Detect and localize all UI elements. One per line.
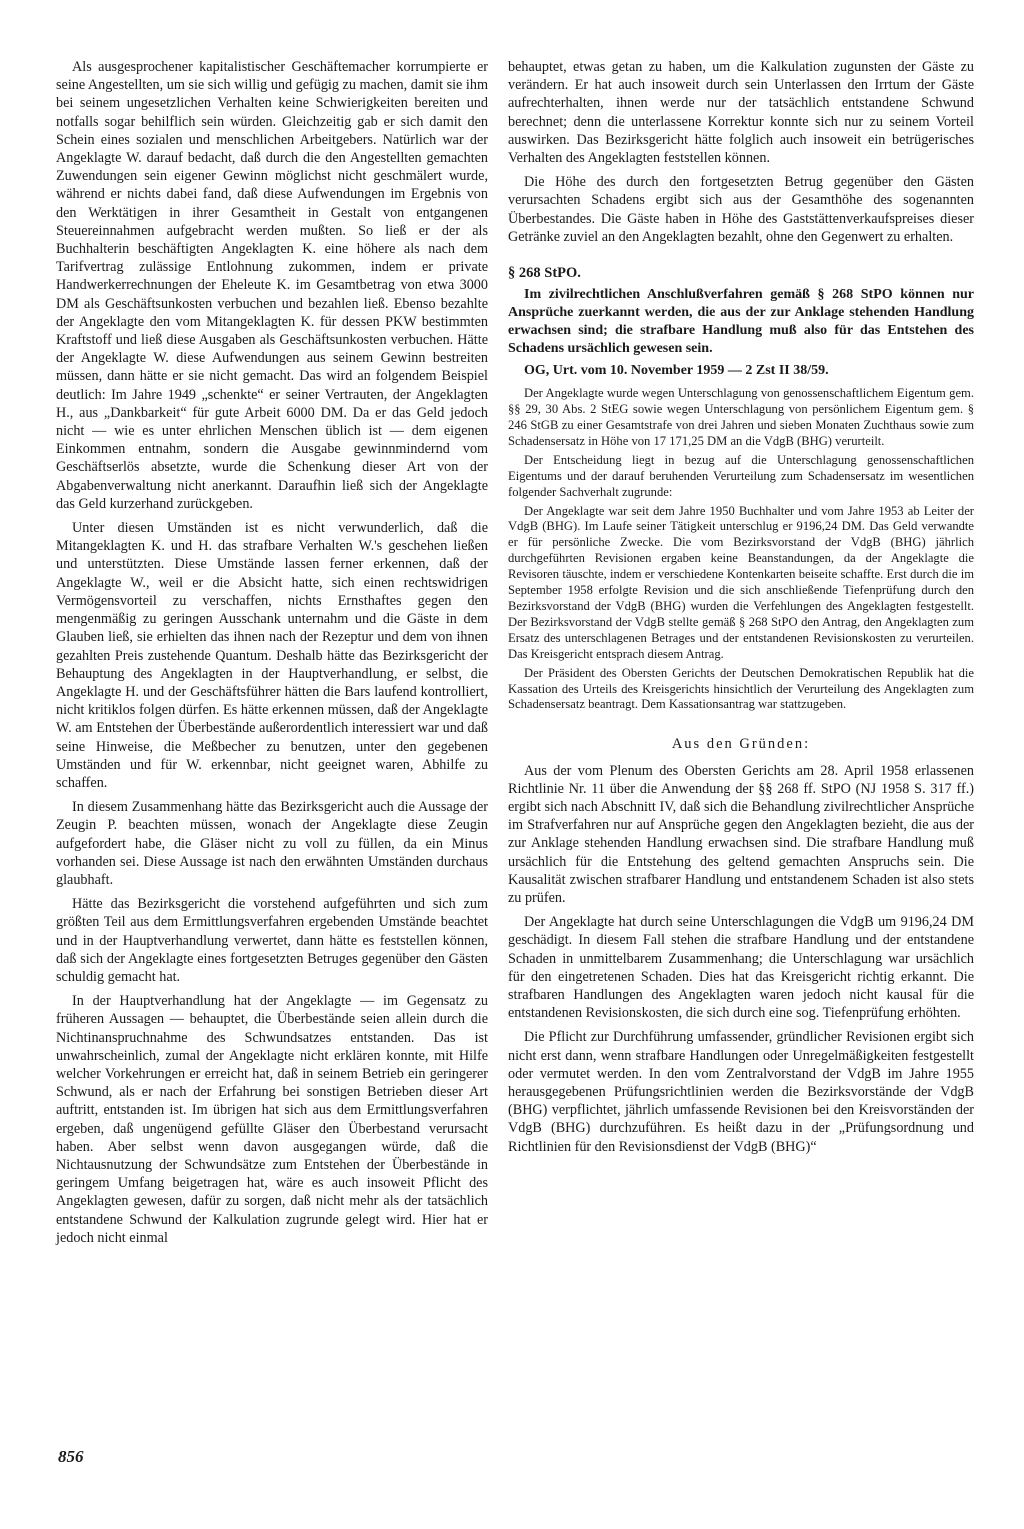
page-number: 856 <box>58 1447 84 1466</box>
headnote: Im zivilrechtlichen Anschlußverfahren gemäß § 268 StPO können nur Ansprüche zuerkannt werden, die aus der zur Anklage stehenden Handlung erwachsen sind; die strafbare Handlung muß also für das Entstehen des Schadens ursächlich gewesen sein. <box>508 287 974 357</box>
paragraph-left-2: Unter diesen Umständen ist es nicht verwunderlich, daß die Mitangeklagten K. und H. das strafbare Verhalten W.'s geschehen ließen und unterstützten. Diese Umstände lassen ferner erkennen, daß der Angeklagte W., weil er die Absicht hatte, sich einen rechtswidrigen Vermögensvorteil zu verschaffen, nichts Ernsthaftes gegen den mengenmäßig zu geringen Ausschank unternahm und die Gäste in dem Glauben ließ, sie erhielten das ihnen nach der Rezeptur und dem von ihnen gezahlten Preis zustehende Quantum. Deshalb hätte das Bezirksgericht der Behauptung des Angeklagten in der Hauptverhandlung, er selbst, die Angeklagte H. und der Geschäftsführer hätten die Bars laufend kontrolliert, nicht kritiklos folgen dürfen. Es hätte erkennen müssen, daß der Angeklagte W. am Entstehen der Überbestände außerordentlich interessiert war und daß seine Hinweise, die Meßbecher zu benutzen, unter den gegebenen Umständen und für W. erkennbar, nicht geeignet waren, Abhilfe zu schaffen. <box>56 520 488 791</box>
paragraph-left-1: Als ausgesprochener kapitalistischer Geschäftemacher korrumpierte er seine Angestellten, um sie sich willig und gefügig zu machen, damit sie ihm bei seinem ungesetzlichen Verhalten keine Schwierigkeiten bereiten und notfalls sogar behilflich sein würden. Gleichzeitig gab er sich damit den Schein eines sozialen und menschlichen Arbeitgebers. Natürlich war der Angeklagte W. darauf bedacht, daß durch die den Angestellten gemachten Zuwendungen sein eigener Gewinn möglichst nicht geschmälert wurde, während er nichts dabei fand, daß diese Aufwendungen im Ergebnis von den Werktätigen in ihrer Gesamtheit in Gestalt von entgangenen Steuereinnahmen aufgebracht werden mußten. So ließ er der als Buchhalterin beschäftigten Angeklagten K. eine höhere als nach dem Tarifvertrag zulässige Entlohnung zukommen, indem er private Handwerkerrechnungen der Eheleute K. im Gesamtbetrag von etwa 3000 DM als Geschäftsunkosten verbuchen und bezahlen ließ. Ebenso bezahlte der Angeklagte den vom Mitangeklagten K. für dessen PKW bestimmten Kraftstoff und ließ diese Ausgaben als Geschäftsunkosten verbuchen. Hätte der Angeklagte W. diese Aufwendungen aus seinem Gewinn bestreiten müssen, dann hätte er sie nicht gemacht. Das wird an folgendem Beispiel deutlich: Im Jahre 1949 „schenkte“ er seiner Vertrauten, der Angeklagten H., aus „Dankbarkeit“ für gute Arbeit 6000 DM. Da er das Geld jedoch nicht — wie es unter ehrlichen Menschen üblich ist — dem eigenen Einkommen entnahm, sondern die Ausgabe gewinnmindernd vom Geschäftserlös absetzte, wurde die Schenkung dieser Art von der Abgabenverwaltung nicht anerkannt. Daraufhin ließ sich der Angeklagte das Geld kurzerhand zurückgeben. <box>56 59 488 512</box>
paragraph-left-4: Hätte das Bezirksgericht die vorstehend aufgeführten und sich zum größten Teil aus dem Ermittlungsverfahren ergebenden Umstände beachtet und in der Hauptverhandlung verwertet, dann hätte es feststellen können, daß sich der Angeklagte eines fortgesetzten Betruges gegenüber den Gästen schuldig gemacht hat. <box>56 896 488 985</box>
paragraph-damage: Die Höhe des durch den fortgesetzten Betrug gegenüber den Gästen verursachten Schadens ergibt sich aus der Gesamthöhe des sogenannten Überbestandes. Die Gäste haben in Höhe des Gaststättenverkaufspreises dieser Getränke zuviel an den Angeklagten bezahlt, ohne den Gegenwert zu erhalten. <box>508 174 974 245</box>
paragraph-left-5: In der Hauptverhandlung hat der Angeklagte — im Gegensatz zu früheren Aussagen — behauptet, die Überbestände seien allein durch die Nichtinanspruchnahme des Schwundsatzes entstanden. Das ist unwahrscheinlich, zumal der Angeklagte nicht erklären konnte, mit Hilfe welcher Vorkehrungen er erreicht hat, daß in seinem Betrieb ein geringerer Schwund, als er nach der Erfahrung bei sonstigen Betrieben dieser Art auftritt, entstanden ist. Im übrigen hat sich aus dem Ermittlungsverfahren ergeben, daß ungenügend gefüllte Gläser den Überbestand verursacht haben. Aber selbst wenn davon ausgegangen würde, daß die Nichtausnutzung der Schwundsätze zum Entstehen der Überbestände in geringem Umfang beigetragen hat, wäre es auch insoweit Pflicht des Angeklagten gewesen, dafür zu sorgen, daß nicht mehr als der tatsächlich entstandene Schwund der Kalkulation zugrunde gelegt wird. Hier hat er jedoch nicht einmal <box>56 993 488 1246</box>
facts-paragraph-2: Der Entscheidung liegt in bezug auf die Unterschlagung genossenschaftlichen Eigentums und der darauf beruhenden Verurteilung zum Schadensersatz im wesentlichen folgender Sachverhalt zugrunde: <box>508 452 974 499</box>
facts-paragraph-3: Der Angeklagte war seit dem Jahre 1950 Buchhalter und vom Jahre 1953 ab Leiter der VdgB (BHG). Im Laufe seiner Tätigkeit unterschlug er 9196,24 DM. Das Geld verwandte er für persönliche Zwecke. Die vom Bezirksvorstand der VdgB (BHG) jährlich durchgeführten Revisionen ergaben keine Beanstandungen, da der Angeklagte die Revisoren täuschte, indem er verschiedene Kontenkarten beiseite schaffte. Erst durch die im September 1958 erfolgte Revision und die sich anschließende Tiefenprüfung durch den Bezirksvorstand der VdgB (BHG) wurden die Verfehlungen des Angeklagten festgestellt. Der Bezirksvorstand der VdgB stellte gemäß § 268 StPO den Antrag, den Angeklagten zum Ersatz des unterschlagenen Betrages und der entstandenen Revisionskosten zu verurteilen. Das Kreisgericht entsprach diesem Antrag. <box>508 503 974 661</box>
court-citation: OG, Urt. vom 10. November 1959 — 2 Zst II 38/59. <box>524 363 829 379</box>
facts-paragraph-1: Der Angeklagte wurde wegen Unterschlagung von genossenschaftlichem Eigentum gem. §§ 29, 30 Abs. 2 StEG sowie wegen Unterschlagung von persönlichem Eigentum gem. § 246 StGB zu einer Gesamtstrafe von drei Jahren und sieben Monaten Zuchthaus sowie zum Schadensersatz in Höhe von 17 171,25 DM an die VdgB (BHG) verurteilt. <box>508 386 974 448</box>
reasons-paragraph-3: Die Pflicht zur Durchführung umfassender, gründlicher Revisionen ergibt sich nicht erst dann, wenn strafbare Handlungen oder Unregelmäßigkeiten festgestellt oder vermutet werden. In den vom Zentralvorstand der VdgB im Jahre 1955 herausgegebenen Prüfungsrichtlinien werden die Bezirksvorstände der VdgB (BHG) verpflichtet, jährlich umfassende Revisionen bei den Kreisvorständen der VdgB (BHG) durchzuführen. Es heißt dazu in der „Prüfungsordnung und Richtlinien für den Revisionsdienst der VdgB (BHG)“ <box>508 1029 974 1155</box>
right-column <box>508 58 974 1156</box>
reasons-heading: Aus den Gründen: <box>671 736 811 753</box>
section-heading: § 268 StPO. <box>508 265 581 282</box>
reasons-paragraph-1: Aus der vom Plenum des Obersten Gerichts am 28. April 1958 erlassenen Richtlinie Nr. 11 über die Anwendung der §§ 268 ff. StPO (NJ 1958 S. 317 ff.) ergibt sich nach Abschnitt IV, daß sich die Behandlung zivilrechtlicher Ansprüche im Strafverfahren nur auf Ansprüche gegen den Angeklagten bezieht, die aus der zur Anklage stehenden Handlung erwachsen sind. Die strafbare Handlung muß ursächlich für die Entstehung des geltend gemachten Anspruchs sein. Die Kausalität zwischen strafbarer Handlung und entstandenem Schaden ist also stets zu prüfen. <box>508 762 974 906</box>
left-column <box>56 58 488 1247</box>
paragraph-left-3: In diesem Zusammenhang hätte das Bezirksgericht auch die Aussage der Zeugin P. beachten müssen, wonach der Angeklagte diese Zeugin aufgefordert habe, die Gläser nicht zu voll zu füllen, da ein Minus vorhanden sei. Diese Aussage ist nach den erwähnten Umständen durchaus glaubhaft. <box>56 799 488 888</box>
facts-block <box>508 386 974 713</box>
paragraph-right-continuation: behauptet, etwas getan zu haben, um die Kalkulation zugunsten der Gäste zu verändern. Er hat auch insoweit durch sein Unterlassen den Irrtum der Gäste aufrechterhalten, ihnen werde nur der tatsächlich entstandene Schwund berechnet; denn die unterlassene Korrektur konnte sich nur zu seinem Vorteil auswirken. Das Bezirksgericht hätte folglich auch insoweit ein betrügerisches Verhalten des Angeklagten feststellen können. <box>508 59 974 167</box>
reasons-paragraph-2: Der Angeklagte hat durch seine Unterschlagungen die VdgB um 9196,24 DM geschädigt. In diesem Fall stehen die strafbare Handlung und der entstandene Schaden in unmittelbarem Zusammenhang; die Unterschlagung war ursächlich für den eingetretenen Schaden. Dies hat das Kreisgericht richtig erkannt. Die strafbaren Handlungen des Angeklagten waren jedoch nicht kausal für die entstandenen Revisionskosten, die sich durch eine sog. Tiefenprüfung erhöhten. <box>508 914 974 1022</box>
facts-paragraph-4: Der Präsident des Obersten Gerichts der Deutschen Demokratischen Republik hat die Kassation des Urteils des Kreisgerichts hinsichtlich der Verurteilung des Angeklagten zum Schadensersatz beantragt. Dem Kassationsantrag war stattzugeben. <box>508 665 974 712</box>
